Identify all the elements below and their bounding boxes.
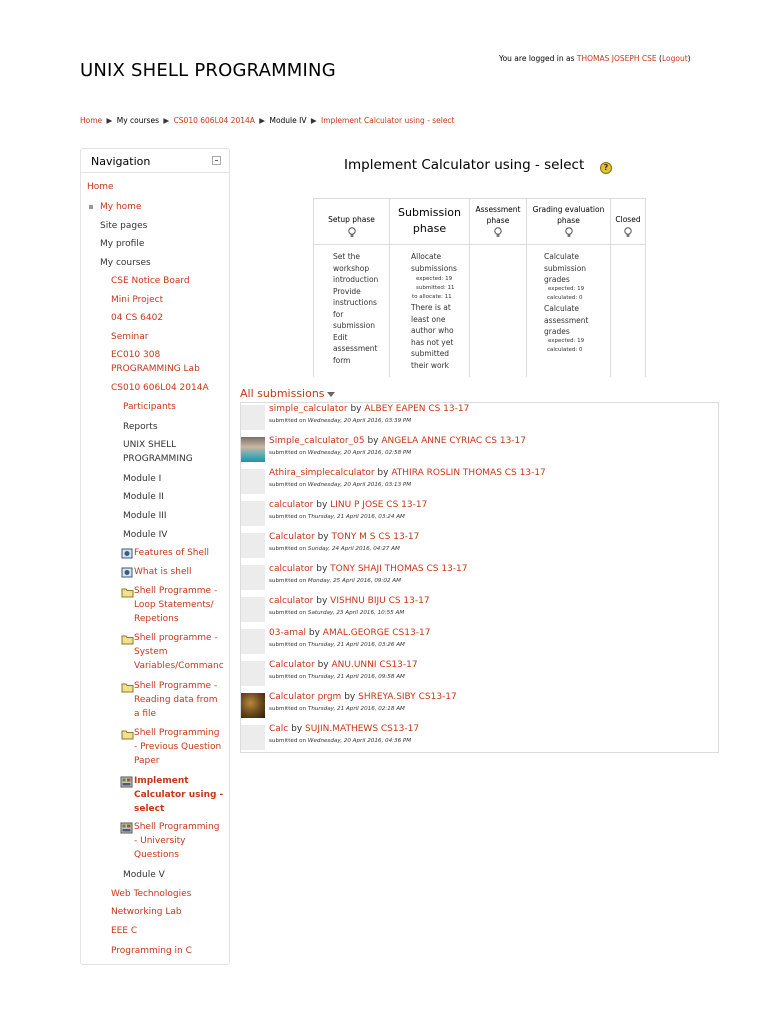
breadcrumb (80, 116, 455, 125)
submission-title-link[interactable]: Calculator prgm (269, 692, 342, 702)
nav-course-web-technologies[interactable]: Web Technologies (111, 889, 192, 899)
breadcrumb-course[interactable]: CS010 606L04 2014A (173, 116, 255, 125)
submission-author-link[interactable]: SHREYA.SIBY CS13-17 (358, 692, 457, 702)
submission-title-link[interactable]: simple_calculator (269, 404, 348, 414)
submission-title-link[interactable]: Calc (269, 724, 289, 734)
submission-date: Thursday, 21 April 2016, 02:18 AM (307, 706, 405, 712)
by-label: by (316, 500, 328, 510)
submitted-label: submitted on (269, 706, 307, 712)
list-item (241, 563, 719, 595)
nav-section-unix-line1[interactable]: UNIX SHELL (123, 440, 177, 450)
list-item (241, 659, 719, 691)
bullet-icon (89, 205, 93, 209)
nav-participants[interactable]: Participants (123, 402, 176, 412)
phase-assessment (469, 199, 526, 377)
nav-activity-reading-line1[interactable]: Shell Programme - (134, 681, 218, 691)
workshop-phase-table (313, 198, 646, 376)
submission-date: Sunday, 24 April 2016, 04:27 AM (307, 546, 400, 552)
submission-date: Wednesday, 20 April 2016, 03:13 PM (307, 482, 412, 488)
avatar[interactable] (241, 597, 265, 622)
submission-author-link[interactable]: LINU P JOSE CS 13-17 (330, 500, 428, 510)
folder-icon (121, 587, 133, 598)
phase-submission-task: author who (411, 326, 454, 335)
avatar[interactable] (241, 661, 265, 686)
submission-author-link[interactable]: VISHNU BIJU CS 13-17 (330, 596, 430, 606)
phase-submission-info: to allocate: 11 (412, 294, 452, 300)
nav-activity-system-vars-line2[interactable]: System (134, 647, 168, 657)
nav-course-ec010-line1[interactable]: EC010 308 (111, 350, 161, 360)
list-item (241, 595, 719, 627)
phase-grading-evaluation (526, 199, 610, 377)
nav-course-cs010[interactable]: CS010 606L04 2014A (111, 383, 209, 393)
submission-author-link[interactable]: ANU.UNNI CS13-17 (331, 660, 418, 670)
submitted-label: submitted on (269, 482, 307, 488)
list-item (241, 403, 719, 435)
phase-setup-task: introduction (333, 275, 379, 284)
phase-grading-info: calculated: 0 (547, 347, 583, 353)
list-item (241, 627, 719, 659)
phase-setup-task: workshop (333, 263, 370, 273)
nav-course-eee-c[interactable]: EEE C (111, 926, 138, 936)
nav-my-home[interactable]: My home (100, 202, 142, 212)
avatar[interactable] (241, 725, 265, 750)
breadcrumb-current[interactable]: Implement Calculator using - select (321, 116, 455, 125)
by-label: by (317, 660, 329, 670)
submitted-label: submitted on (269, 450, 307, 456)
page-title: Implement Calculator using - select (344, 157, 585, 173)
avatar[interactable] (241, 533, 265, 558)
phase-assessment-name-line1: Assessment (475, 205, 521, 214)
folder-icon (121, 729, 133, 740)
nav-activity-loop-line2[interactable]: Loop Statements/ (134, 600, 214, 610)
phase-submission-header (390, 199, 469, 245)
login-prefix: You are logged in as (499, 54, 577, 63)
nav-reports[interactable]: Reports (123, 422, 158, 432)
nav-activity-university-line3[interactable]: Questions (134, 850, 179, 860)
breadcrumb-module[interactable]: Module IV (269, 116, 307, 125)
submission-date: Thursday, 21 April 2016, 03:24 AM (307, 514, 405, 520)
phase-grading-task: Calculate (544, 304, 580, 313)
submission-title-link[interactable]: Simple_calculator_05 (269, 436, 365, 446)
nav-activity-system-vars-line3[interactable]: Variables/Commanc (134, 661, 224, 671)
phase-grading-task: submission (544, 263, 587, 273)
nav-activity-prev-question-line1[interactable]: Shell Programming (134, 728, 220, 738)
nav-module-2[interactable]: Module II (123, 492, 164, 502)
help-icon[interactable]: ? (600, 162, 612, 174)
nav-course-programming-in-c[interactable]: Programming in C (111, 946, 192, 956)
submission-date: Wednesday, 20 April 2016, 03:39 PM (307, 418, 412, 424)
avatar[interactable] (241, 629, 265, 654)
by-label: by (367, 436, 379, 446)
nav-course-cse-notice-board[interactable]: CSE Notice Board (111, 276, 190, 286)
phase-grading-task: grades (544, 327, 570, 336)
nav-activity-reading-line3[interactable]: a file (134, 709, 157, 719)
submitted-label: submitted on (269, 578, 307, 584)
nav-activity-reading-line2[interactable]: Reading data from (134, 695, 218, 705)
phase-setup-task: assessment (333, 344, 378, 353)
submissions-list (240, 402, 719, 753)
avatar[interactable] (241, 565, 265, 590)
by-label: by (308, 628, 320, 638)
collapse-block-icon[interactable] (212, 156, 221, 165)
list-item (241, 499, 719, 531)
nav-activity-system-vars-line1[interactable]: Shell programme - (134, 633, 218, 643)
submission-author-link[interactable]: ATHIRA ROSLIN THOMAS CS 13-17 (391, 468, 546, 478)
nav-section-unix-line2[interactable]: PROGRAMMING (123, 454, 193, 464)
phase-submission (389, 199, 469, 377)
by-label: by (291, 724, 303, 734)
phase-setup (313, 199, 389, 377)
by-label: by (350, 404, 362, 414)
list-item (241, 467, 719, 499)
phase-submission-task: submissions (411, 263, 457, 273)
phase-setup-task: Provide (333, 286, 361, 296)
phase-grading-info: calculated: 0 (547, 295, 583, 301)
avatar[interactable] (241, 437, 265, 462)
phase-setup-task: for (333, 309, 344, 319)
nav-activity-current-line3[interactable]: select (134, 804, 165, 814)
nav-activity-features-of-shell[interactable]: Features of Shell (134, 548, 210, 558)
submission-author-link[interactable]: AMAL.GEORGE CS13-17 (322, 628, 431, 638)
by-label: by (344, 692, 356, 702)
breadcrumb-home[interactable]: Home (80, 116, 103, 125)
all-submissions-heading[interactable]: All submissions (240, 387, 325, 400)
page-icon (121, 567, 133, 578)
phase-grading-task: Calculate (544, 252, 580, 261)
avatar[interactable] (241, 693, 265, 718)
lightbulb-icon[interactable] (565, 227, 573, 238)
avatar[interactable] (241, 501, 265, 526)
nav-course-seminar[interactable]: Seminar (111, 332, 149, 342)
submission-author-link[interactable]: TONY M S CS 13-17 (331, 532, 420, 542)
folder-icon (121, 682, 133, 693)
lightbulb-icon[interactable] (494, 227, 502, 238)
by-label: by (316, 596, 328, 606)
phase-submission-task: Allocate (411, 252, 442, 261)
nav-activity-loop-line1[interactable]: Shell Programme - (134, 586, 218, 596)
lightbulb-icon[interactable] (624, 227, 632, 238)
phase-submission-task: their work (411, 360, 450, 370)
phase-grading-task: assessment (544, 315, 589, 325)
nav-module-4[interactable]: Module IV (123, 530, 168, 540)
submission-date: Thursday, 21 April 2016, 09:58 AM (307, 674, 405, 680)
submission-author-link[interactable]: ANGELA ANNE CYRIAC CS 13-17 (381, 436, 527, 446)
submission-date: Thursday, 21 April 2016, 03:26 AM (307, 642, 405, 648)
phase-submission-task: has not yet (411, 337, 454, 347)
phase-grading-info: expected: 19 (548, 338, 585, 344)
submission-date: Wednesday, 20 April 2016, 04:36 PM (307, 738, 412, 744)
user-profile-link[interactable]: THOMAS JOSEPH CSE (576, 54, 657, 63)
navigation-header (81, 149, 229, 173)
by-label: by (317, 532, 329, 542)
nav-site-pages[interactable]: Site pages (100, 221, 148, 231)
phase-closed (610, 199, 646, 377)
list-item (241, 435, 719, 467)
phase-setup-name: Setup phase (328, 215, 375, 224)
submission-title-link[interactable]: calculator (269, 564, 314, 574)
breadcrumb-separator: ▶ (106, 116, 113, 125)
submitted-label: submitted on (269, 674, 307, 680)
avatar[interactable] (241, 405, 265, 430)
phase-setup-task: Edit (333, 332, 348, 342)
workshop-icon (120, 776, 132, 787)
workshop-icon (120, 822, 132, 833)
list-item (241, 723, 719, 755)
phase-setup-task: form (333, 355, 351, 365)
logout-open: ( (656, 54, 662, 63)
logout-link[interactable]: Logout (661, 54, 688, 63)
phase-submission-task: There is at (411, 303, 451, 312)
submitted-label: submitted on (269, 418, 307, 424)
nav-course-04-cs-6402[interactable]: 04 CS 6402 (111, 313, 164, 323)
phase-setup-header (314, 199, 389, 245)
phase-setup-task: instructions (333, 298, 377, 307)
nav-activity-university-line1[interactable]: Shell Programming (134, 822, 220, 832)
submission-title-link[interactable]: Calculator (269, 660, 315, 670)
nav-activity-what-is-shell[interactable]: What is shell (134, 567, 192, 577)
phase-closed-name: Closed (615, 215, 641, 224)
nav-module-3[interactable]: Module III (123, 511, 167, 521)
submitted-label: submitted on (269, 738, 307, 744)
folder-icon (121, 634, 133, 645)
phase-grading-info: expected: 19 (548, 286, 585, 292)
navigation-title: Navigation (91, 155, 151, 168)
phase-submission-name-line2: phase (412, 222, 447, 235)
nav-activity-current-line2[interactable]: Calculator using - (134, 790, 224, 800)
nav-module-1[interactable]: Module I (123, 474, 162, 484)
nav-home[interactable]: Home (87, 182, 114, 192)
phase-submission-task: least one (411, 314, 446, 324)
by-label: by (316, 564, 328, 574)
submitted-label: submitted on (269, 546, 307, 552)
logout-close: ) (687, 54, 691, 63)
list-item (241, 531, 719, 563)
submission-author-link[interactable]: TONY SHAJI THOMAS CS 13-17 (330, 564, 468, 574)
collapse-caret-icon[interactable] (327, 392, 335, 397)
submission-title-link[interactable]: 03-amal (269, 628, 306, 638)
nav-module-5[interactable]: Module V (123, 870, 165, 880)
breadcrumb-separator: ▶ (163, 116, 170, 125)
phase-setup-task: Set the (333, 252, 361, 261)
submission-author-link[interactable]: ALBEY EAPEN CS 13-17 (364, 404, 470, 414)
by-label: by (377, 468, 389, 478)
nav-activity-prev-question-line3[interactable]: Paper (134, 756, 160, 766)
submission-title-link[interactable]: Athira_simplecalculator (269, 468, 375, 478)
submitted-label: submitted on (269, 514, 307, 520)
nav-course-ec010-line2[interactable]: PROGRAMMING Lab (111, 364, 200, 374)
nav-activity-loop-line3[interactable]: Repetions (134, 614, 179, 624)
breadcrumb-separator: ▶ (310, 116, 317, 125)
site-title: UNIX SHELL PROGRAMMING (80, 60, 336, 81)
submission-title-link[interactable]: calculator (269, 500, 314, 510)
nav-my-profile[interactable]: My profile (100, 239, 145, 249)
nav-course-mini-project[interactable]: Mini Project (111, 295, 164, 305)
list-item (241, 691, 719, 723)
nav-activity-university-line2[interactable]: - University (134, 836, 186, 846)
phase-assessment-name-line2: phase (486, 216, 510, 225)
submission-date: Wednesday, 20 April 2016, 02:58 PM (307, 450, 412, 456)
nav-activity-current-line1[interactable]: Implement (134, 776, 189, 786)
phase-closed-header (611, 199, 645, 245)
phase-grading-task: grades (544, 275, 570, 284)
submission-author-link[interactable]: SUJIN.MATHEWS CS13-17 (305, 724, 420, 734)
phase-submission-task: submitted (411, 349, 450, 358)
avatar[interactable] (241, 469, 265, 494)
phase-grading-name-line2: phase (557, 216, 580, 225)
submission-date: Monday, 25 April 2016, 09:02 AM (307, 578, 401, 584)
page-icon (121, 548, 133, 559)
nav-my-courses[interactable]: My courses (100, 258, 151, 268)
phase-submission-info: expected: 19 (416, 276, 453, 282)
submitted-label: submitted on (269, 642, 307, 648)
submission-title-link[interactable]: calculator (269, 596, 314, 606)
phase-submission-name-line1: Submission (398, 206, 461, 219)
lightbulb-icon[interactable] (348, 227, 356, 238)
phase-submission-info: submitted: 11 (416, 285, 455, 291)
phase-setup-task: submission (333, 321, 376, 330)
phase-assessment-header (470, 199, 526, 245)
login-info (499, 54, 691, 63)
nav-course-networking-lab[interactable]: Networking Lab (111, 907, 182, 917)
breadcrumb-separator: ▶ (259, 116, 266, 125)
breadcrumb-my-courses[interactable]: My courses (116, 116, 159, 125)
submission-title-link[interactable]: Calculator (269, 532, 315, 542)
phase-grading-name-line1: Grading evaluation (532, 205, 605, 214)
submission-date: Saturday, 23 April 2016, 10:55 AM (307, 610, 405, 616)
phase-grading-header (527, 199, 610, 245)
submitted-label: submitted on (269, 610, 307, 616)
nav-activity-prev-question-line2[interactable]: - Previous Question (134, 742, 222, 752)
